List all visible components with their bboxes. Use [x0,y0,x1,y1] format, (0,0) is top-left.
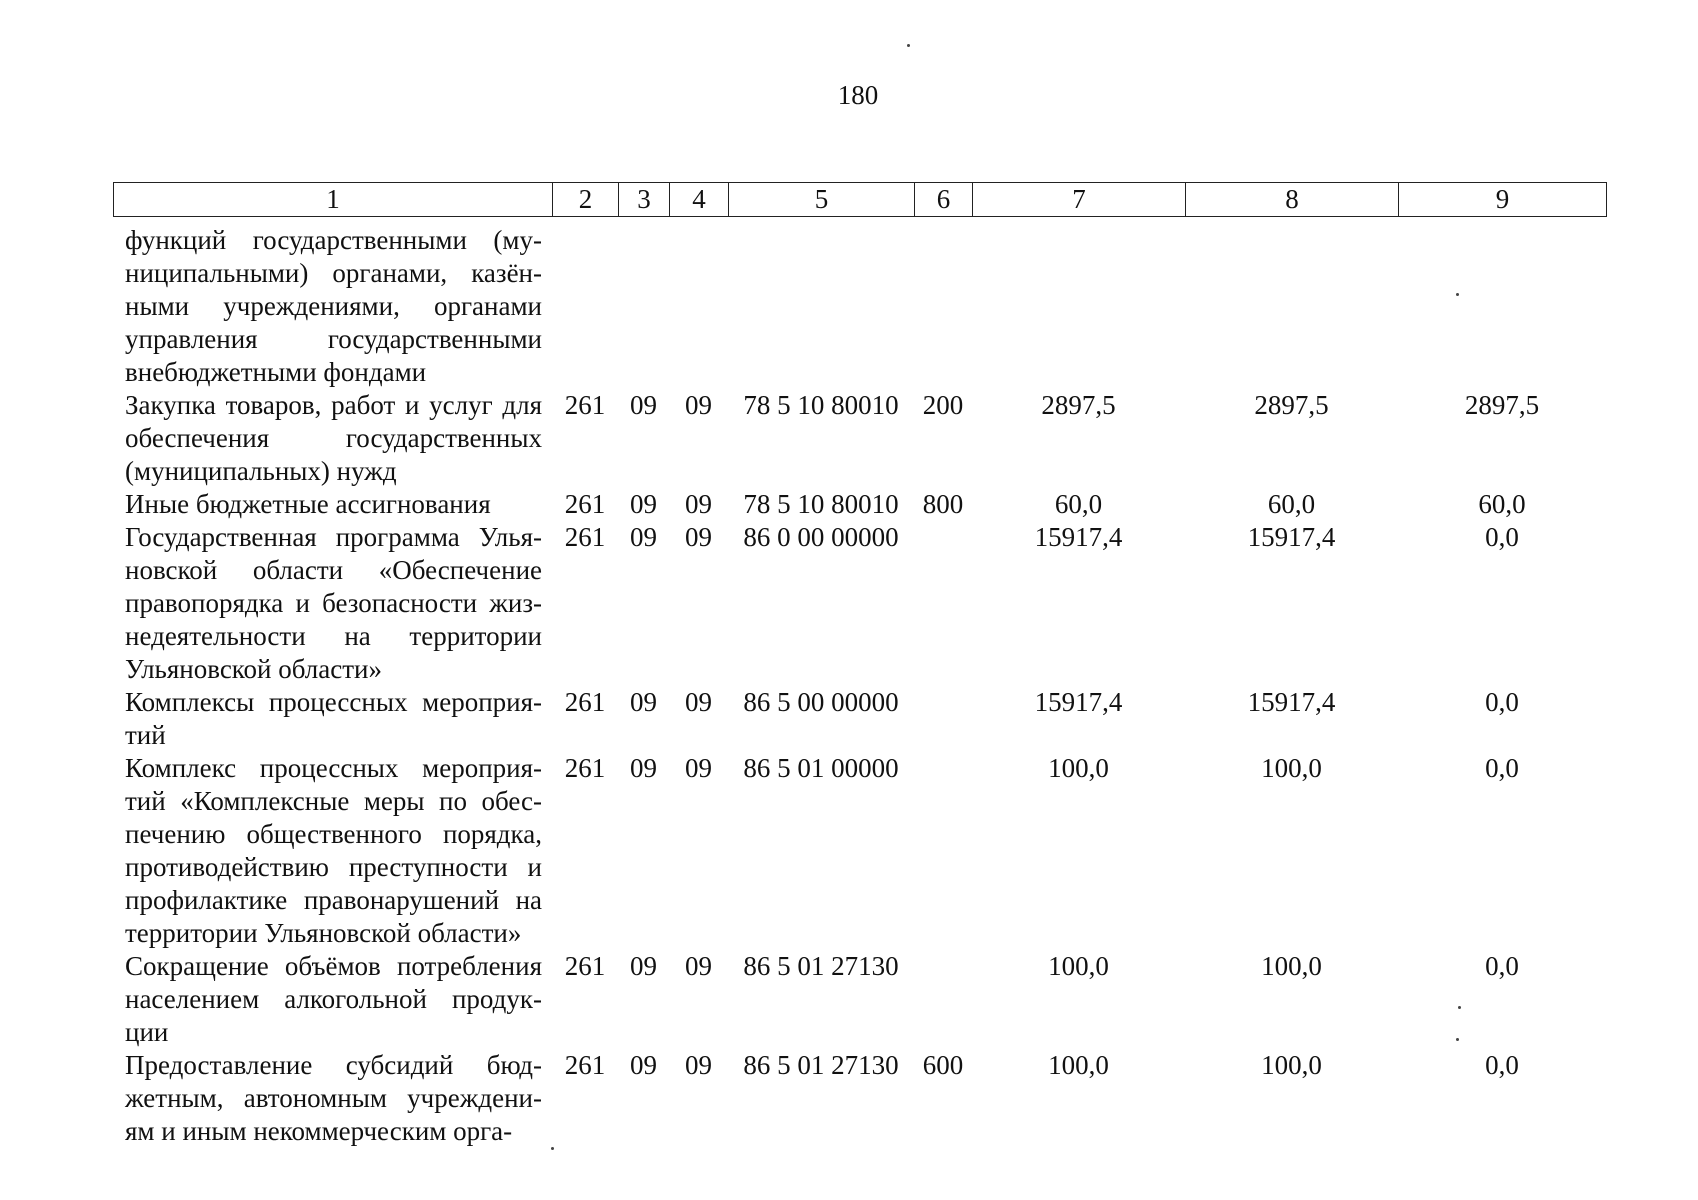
row-cell: 86 5 00 00000 [743,687,899,717]
column-header: 4 [670,183,729,217]
row-label: Комплекс процессных мероприя- тий «Комплексные меры по обес- печению общественного порядка, противодействию преступности и профилактике правонарушений на территории Ульяновской области» [125,753,542,948]
row-cell [914,521,972,686]
column-header-row [113,182,1607,217]
row-cell [728,224,914,389]
table-row [113,950,1606,1049]
row-cell: 09 [630,1050,657,1080]
row-cell: 261 [564,951,606,981]
row-cell: 0,0 [1485,687,1519,717]
row-label: функций государственными (му- ниципальными) органами, казён- ными учреждениями, органами управления государственными внебюджетными фондами [125,225,542,387]
scan-speck [551,1147,554,1150]
row-cell: 0,0 [1485,1050,1519,1080]
row-cell: 09 [685,1050,712,1080]
table-row [113,686,1606,752]
row-cell [618,224,669,389]
row-cell: 2897,5 [1254,390,1329,420]
column-header: 1 [114,183,553,217]
row-cell: 09 [630,390,657,420]
row-cell: 09 [630,753,657,783]
row-cell [914,950,972,1049]
row-cell: 09 [685,753,712,783]
row-cell: 86 5 01 00000 [743,753,899,783]
row-cell [1398,224,1606,389]
row-cell: 261 [564,753,606,783]
row-cell: 0,0 [1485,522,1519,552]
row-cell [972,224,1185,389]
scan-speck [1458,1006,1461,1009]
row-cell: 09 [630,522,657,552]
row-cell: 78 5 10 80010 [743,489,899,519]
table-row [113,389,1606,488]
row-cell: 100,0 [1048,753,1109,783]
row-cell [914,752,972,950]
row-cell: 2897,5 [1041,390,1116,420]
row-cell: 09 [685,390,712,420]
row-cell: 261 [564,687,606,717]
row-cell: 2897,5 [1464,390,1540,420]
row-label: Сокращение объёмов потребления населением алкогольной продук- ции [125,951,542,1047]
row-cell [669,224,728,389]
row-cell: 60,0 [1267,489,1316,519]
row-cell: 60,0 [1054,489,1103,519]
row-cell: 15917,4 [1247,522,1336,552]
column-header: 3 [619,183,670,217]
row-cell: 100,0 [1048,951,1109,981]
row-cell: 09 [630,489,657,519]
row-cell: 100,0 [1261,951,1322,981]
row-cell: 100,0 [1261,1050,1322,1080]
row-cell: 261 [564,522,606,552]
scan-speck [1456,293,1459,296]
row-cell: 09 [685,522,712,552]
table-row [113,1049,1606,1148]
row-cell: 800 [922,489,964,519]
row-cell [1185,224,1398,389]
row-cell: 09 [685,489,712,519]
column-header: 6 [915,183,973,217]
row-cell: 09 [630,687,657,717]
row-cell: 100,0 [1261,753,1322,783]
row-cell: 78 5 10 80010 [743,390,899,420]
page-number: 180 [837,80,879,110]
column-header: 2 [553,183,619,217]
row-cell: 60,0 [1478,489,1526,519]
table-row [113,521,1606,686]
scan-speck [1456,1038,1459,1041]
row-cell: 261 [564,390,606,420]
table-row [113,752,1606,950]
column-header: 7 [973,183,1186,217]
row-label: Иные бюджетные ассигнования [125,489,491,519]
row-label: Предоставление субсидий бюд- жетным, автономным учреждени- ям и иным некоммерческим орга- [125,1050,542,1146]
row-cell: 15917,4 [1034,687,1123,717]
row-label: Государственная программа Улья- новской области «Обеспечение правопорядка и безопасности жиз- недеятельности на территории Ульяновской области» [125,522,542,684]
table-row [113,224,1606,389]
row-cell: 0,0 [1485,951,1519,981]
budget-table [113,224,1606,1148]
row-cell: 600 [922,1050,964,1080]
row-cell: 100,0 [1048,1050,1109,1080]
row-cell [552,224,618,389]
row-label: Комплексы процессных мероприя- тий [125,687,542,750]
row-cell: 15917,4 [1034,522,1123,552]
row-cell: 200 [922,390,964,420]
column-header: 5 [729,183,915,217]
column-header: 9 [1399,183,1607,217]
row-cell: 09 [685,951,712,981]
row-cell: 86 5 01 27130 [743,951,899,981]
table-row [113,488,1606,521]
column-header: 8 [1186,183,1399,217]
row-cell: 09 [630,951,657,981]
row-cell: 15917,4 [1247,687,1336,717]
row-cell: 0,0 [1485,753,1519,783]
row-cell [914,686,972,752]
row-cell: 86 0 00 00000 [743,522,899,552]
row-cell: 261 [564,1050,606,1080]
row-label: Закупка товаров, работ и услуг для обеспечения государственных (муниципальных) нужд [125,390,542,486]
row-cell: 86 5 01 27130 [743,1050,899,1080]
row-cell: 261 [564,489,606,519]
row-cell [914,224,972,389]
row-cell: 09 [685,687,712,717]
scan-speck [907,44,910,47]
